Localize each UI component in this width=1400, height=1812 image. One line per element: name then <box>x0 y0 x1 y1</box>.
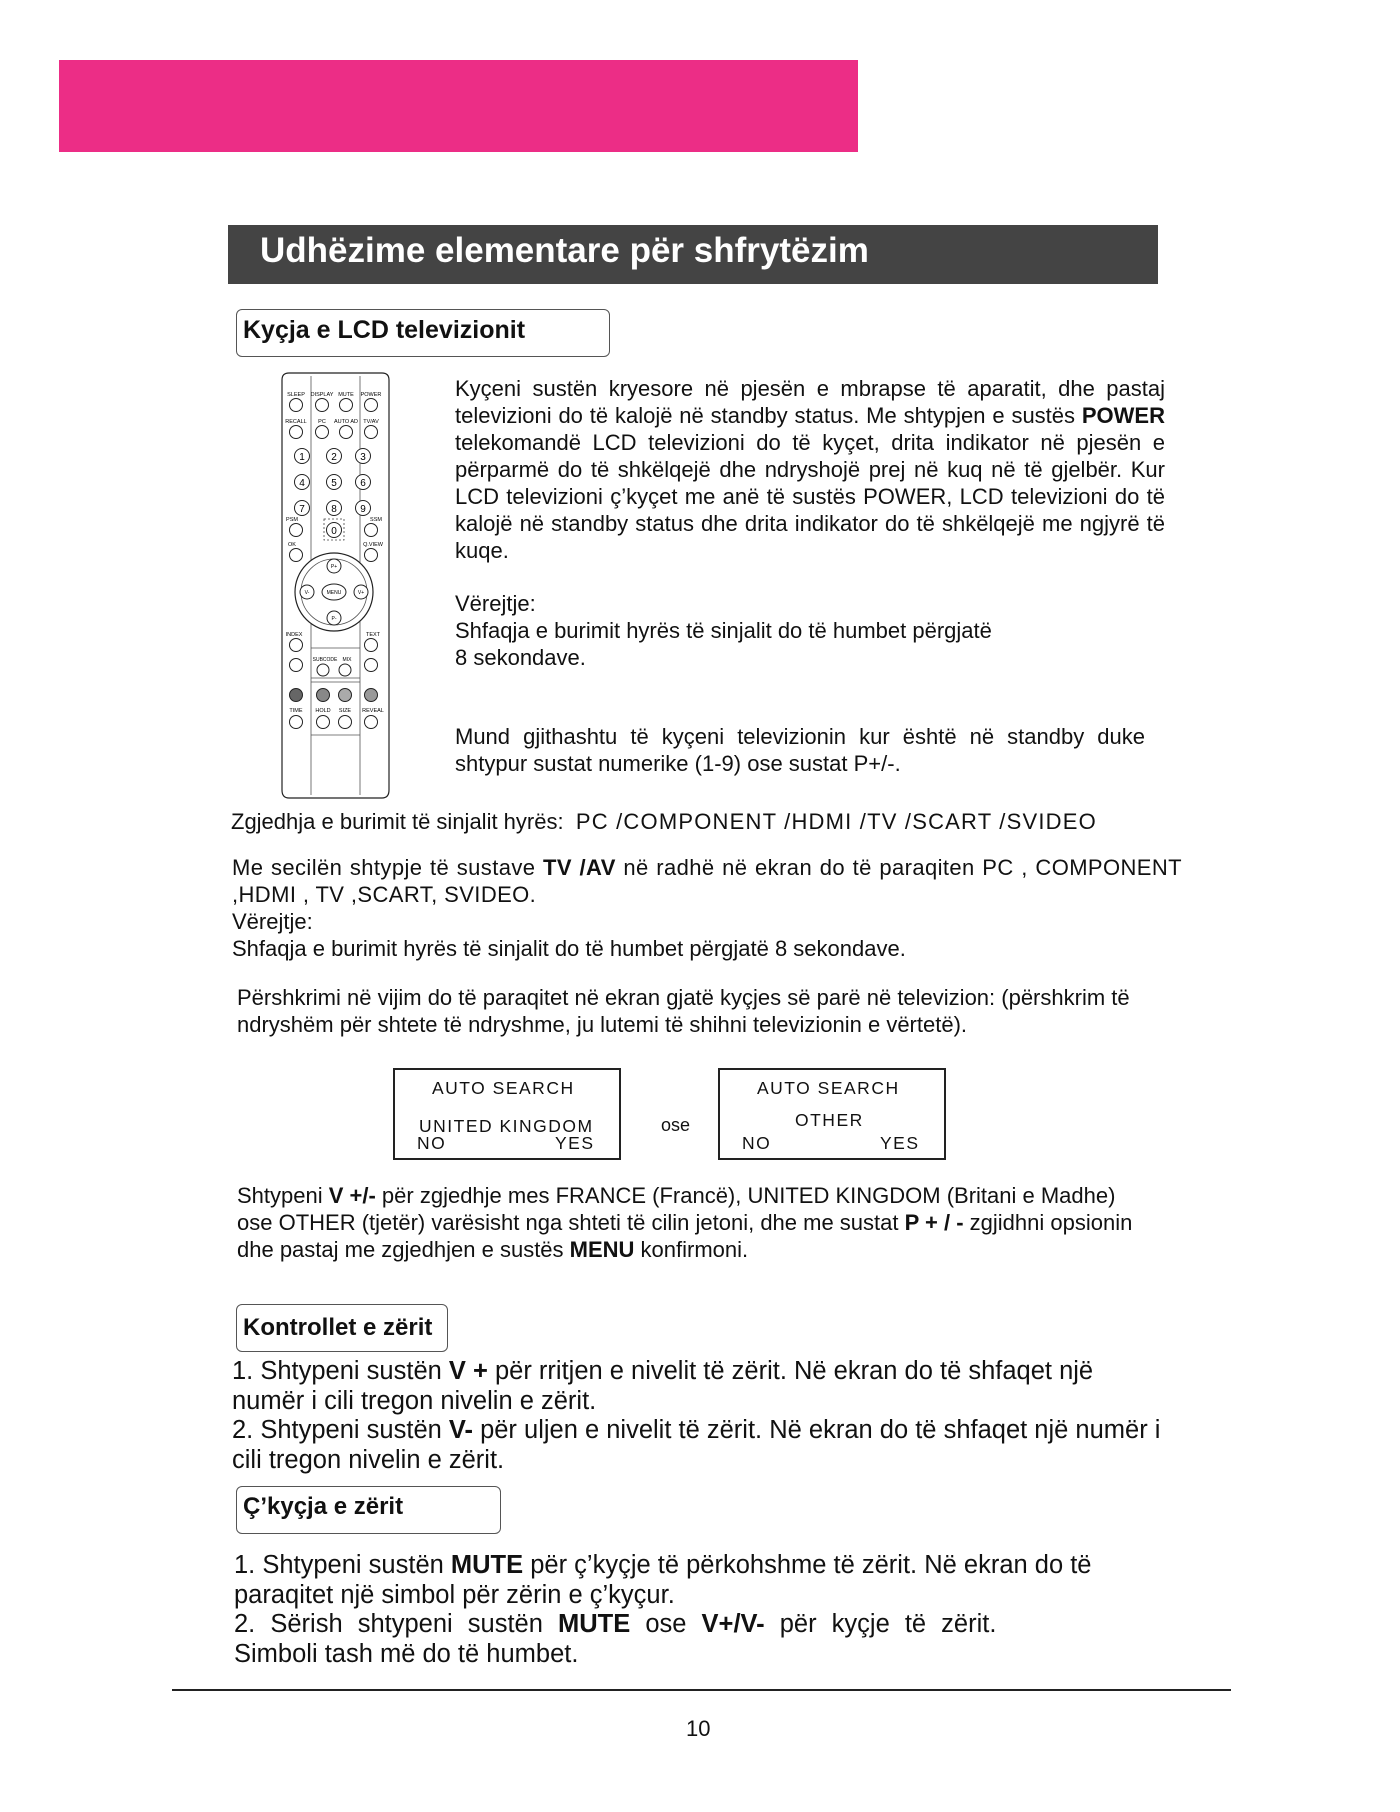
text-run: konfirmoni. <box>634 1237 749 1262</box>
digit-4-label: 4 <box>299 478 305 489</box>
digit-6-label: 6 <box>360 478 366 489</box>
key-label: MUTE <box>558 1610 631 1638</box>
text-run: zgjidhni opsionin dhe pastaj me zgjedhjen e sustës <box>237 1210 1133 1262</box>
remote-label-hold: HOLD <box>315 708 331 714</box>
text-run: Shtypeni <box>237 1183 329 1208</box>
key-label: V +/- <box>328 1183 376 1208</box>
page-number: 10 <box>686 1716 711 1741</box>
section-heading-label: Ç’kyçja e zërit <box>243 1493 404 1520</box>
footer-rule <box>172 1689 1231 1691</box>
remote-label-recall: RECALL <box>285 419 307 425</box>
text-run: telekomandë LCD televizioni do të kyçet, drita indikator në pjesën e përparmë do të shkëlqejë dhe ndryshojë prej në kuq në të gjelbër. Kur LCD televizioni ç’kyçet me anë të sustës POWER, LCD televizioni do të kalojë në standby status dhe drita indikator do të shkëlqejë me ngjyrë të kuqe. <box>455 430 1165 563</box>
header-color-band <box>59 60 858 152</box>
text-run: ose <box>630 1610 702 1638</box>
key-label: V- <box>448 1416 473 1444</box>
display-button <box>316 399 329 412</box>
key-label: MUTE <box>450 1551 524 1579</box>
key-label: V + <box>448 1357 488 1385</box>
text-run: Me secilën shtypje të sustave <box>232 855 543 880</box>
color-button-blue <box>365 689 378 702</box>
text-run: 1. Shtypeni sustën <box>234 1551 451 1579</box>
auto-ad-button <box>340 426 353 439</box>
page-title: Udhëzime elementare për shfrytëzim <box>260 231 869 270</box>
volume-up-instruction <box>232 1357 1162 1416</box>
remote-label-display: DISPLAY <box>310 392 334 398</box>
hold-button <box>317 716 330 729</box>
size-button <box>339 716 352 729</box>
color-button-yellow <box>339 689 352 702</box>
qview-button <box>365 549 378 562</box>
remote-label-sleep: SLEEP <box>287 392 305 398</box>
menu-label: MENU <box>326 590 342 596</box>
volume-down-instruction <box>232 1416 1162 1475</box>
remote-label-mute: MUTE <box>338 392 354 398</box>
auto-search-screen-uk <box>393 1068 621 1160</box>
note-label: Vërejtje: <box>455 591 536 616</box>
remote-label-auto-ad: AUTO AD <box>333 419 359 425</box>
digit-9-label: 9 <box>360 504 366 515</box>
color-button-red <box>290 689 303 702</box>
remote-label-subcode: SUBCODE <box>312 657 338 663</box>
signal-source-options: PC /COMPONENT /HDMI /TV /SCART /SVIDEO <box>575 809 1097 834</box>
ok-button <box>290 549 303 562</box>
signal-note-text: Shfaqja e burimit hyrës të sinjalit do të humbet përgjatë 8 sekondave. <box>232 936 906 961</box>
text-run: për ç’kyçje të përkohshme të zërit. Në ekran do të paraqitet një simbol për zërin e ç’kyçur. <box>234 1551 1092 1609</box>
remote-label-psm: PSM <box>286 517 298 523</box>
tv-av-key-label: TV /AV <box>543 855 616 880</box>
signal-source-label: Zgjedhja e burimit të sinjalit hyrës: <box>231 809 564 834</box>
recall-button <box>290 426 303 439</box>
symbol-disappears-note: Simboli tash më do të humbet. <box>234 1640 579 1668</box>
remote-label-ssm: SSM <box>370 517 382 523</box>
unmute-instruction <box>234 1610 996 1640</box>
screen-title: AUTO SEARCH <box>432 1078 575 1098</box>
mute-instruction <box>234 1551 1164 1610</box>
remote-label-time: TIME <box>289 708 303 714</box>
note-text-line-2: 8 sekondave. <box>455 645 586 670</box>
signal-source-line <box>231 808 1097 835</box>
remote-label-qview: Q.VIEW <box>363 542 383 548</box>
text-run: për zgjedhje mes FRANCE (Francë), UNITED KINGDOM (Britani e Madhe) ose OTHER (tjetër) varësisht nga shteti të cilin jetoni, dhe me sustat <box>237 1183 1116 1235</box>
mute-button <box>340 399 353 412</box>
key-label: V+/V- <box>701 1610 765 1638</box>
digit-0-label: 0 <box>331 526 337 537</box>
power-button <box>365 399 378 412</box>
first-setup-intro: Përshkrimi në vijim do të paraqitet në ekran gjatë kyçjes së parë në televizion: (përshkrim të ndryshëm për shtete të ndryshme, ju lutemi të shihni televizionin e vërtetë). <box>237 985 1130 1037</box>
or-label: ose <box>661 1115 691 1135</box>
sleep-button <box>290 399 303 412</box>
digit-3-label: 3 <box>360 452 366 463</box>
v-minus-label: V- <box>304 590 310 596</box>
mix-button <box>339 664 351 676</box>
section-heading-label: Kontrollet e zërit <box>243 1314 433 1341</box>
subcode-button <box>317 664 329 676</box>
remote-label-reveal: REVEAL <box>362 708 384 714</box>
remote-label-pc: PC <box>318 419 326 425</box>
psm-button <box>290 524 303 537</box>
text-lower-button <box>365 659 378 672</box>
country-selection-instructions <box>237 1182 1137 1263</box>
text-run: 1. Shtypeni sustën <box>232 1357 449 1385</box>
digit-2-label: 2 <box>331 452 337 463</box>
power-on-paragraph <box>455 375 1165 564</box>
digit-7-label: 7 <box>299 504 305 515</box>
remote-label-text: TEXT <box>365 632 381 638</box>
text-button <box>365 639 378 652</box>
section-heading-mute <box>236 1486 501 1534</box>
index-lower-button <box>290 659 303 672</box>
screen-country: UNITED KINGDOM <box>419 1116 594 1136</box>
note-text-line-1: Shfaqja e burimit hyrës të sinjalit do të humbet përgjatë <box>455 618 992 643</box>
v-plus-label: V+ <box>357 590 365 596</box>
key-label: MENU <box>569 1237 635 1262</box>
remote-control-illustration <box>278 370 393 802</box>
screen-option-yes: YES <box>555 1133 595 1153</box>
p-plus-label: P+ <box>330 564 338 570</box>
tv-av-button <box>365 426 378 439</box>
digit-1-label: 1 <box>299 452 305 463</box>
text-run: 2. Sërish shtypeni sustën <box>234 1610 558 1638</box>
text-run: për rritjen e nivelit të zërit. Në ekran do të shfaqet një numër i cili tregon nivelin e zërit. <box>232 1357 1094 1415</box>
remote-label-index: INDEX <box>285 632 303 638</box>
digit-8-label: 8 <box>331 504 337 515</box>
remote-label-mix: MIX <box>342 657 352 663</box>
text-run: Kyçeni sustën kryesore në pjesën e mbrapse të aparatit, dhe pastaj televizioni do të kalojë në standby status. Me shtypjen e sustës <box>455 376 1165 428</box>
power-key-label: POWER <box>1081 403 1165 428</box>
section-heading-volume <box>236 1304 448 1352</box>
text-run: në radhë në ekran do të paraqiten PC , COMPONENT ,HDMI , TV ,SCART, SVIDEO. <box>232 855 1183 907</box>
section-heading-power-on <box>236 309 610 357</box>
standby-paragraph: Mund gjithashtu të kyçeni televizionin kur është në standby duke shtypur sustat numerike (1-9) ose sustat P+/-. <box>455 724 1145 776</box>
pc-button <box>316 426 329 439</box>
text-run: për uljen e nivelit të zërit. Në ekran do të shfaqet një numër i cili tregon nivelin e zërit. <box>232 1416 1161 1474</box>
remote-label-ok: OK <box>288 542 296 548</box>
time-button <box>290 716 303 729</box>
screen-option-no: NO <box>417 1133 447 1153</box>
title-bar <box>228 225 1158 284</box>
text-run: për kyçje të zërit. <box>764 1610 997 1638</box>
index-button <box>290 639 303 652</box>
screen-option-yes: YES <box>880 1133 920 1153</box>
screen-option-no: NO <box>742 1133 772 1153</box>
reveal-button <box>365 716 378 729</box>
tv-av-paragraph <box>232 854 1182 908</box>
signal-note-label: Vërejtje: <box>232 909 313 934</box>
remote-label-power: POWER <box>360 392 382 398</box>
color-button-green <box>317 689 330 702</box>
screen-title: AUTO SEARCH <box>757 1078 900 1098</box>
section-heading-label: Kyçja e LCD televizionit <box>243 316 526 344</box>
remote-label-size: SIZE <box>338 708 352 714</box>
ssm-button <box>365 524 378 537</box>
digit-5-label: 5 <box>331 478 337 489</box>
key-label: P + / - <box>904 1210 964 1235</box>
auto-search-screen-other <box>718 1068 946 1160</box>
screen-country: OTHER <box>795 1110 864 1130</box>
text-run: 2. Shtypeni sustën <box>232 1416 449 1444</box>
remote-label-tv-av: TV/AV <box>363 419 379 425</box>
p-minus-label: P- <box>331 616 337 622</box>
